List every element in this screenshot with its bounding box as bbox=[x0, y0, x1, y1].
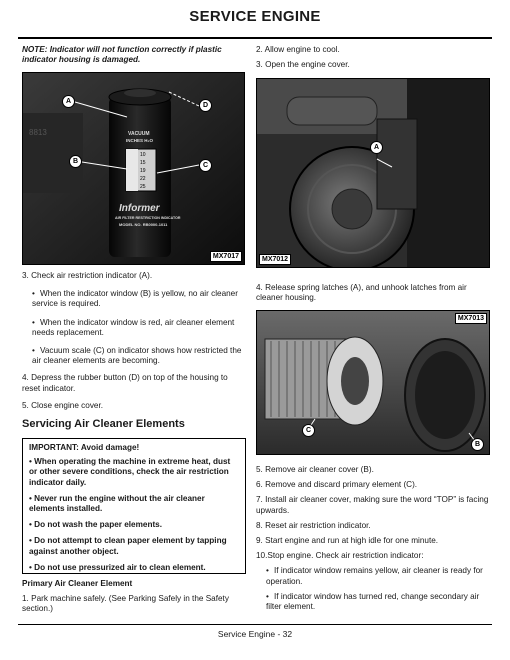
note-text: NOTE: Indicator will not function correctly if plastic indicator housing is damaged. bbox=[22, 45, 222, 65]
important-item-2: • Never run the engine without the air cleaner elements installed. bbox=[29, 493, 205, 514]
callout-a: A bbox=[62, 95, 75, 108]
step-8-reset: 8. Reset air restriction indicator. bbox=[256, 520, 371, 530]
step-2-cool: 2. Allow engine to cool. bbox=[256, 45, 340, 54]
important-heading: IMPORTANT: Avoid damage! bbox=[29, 443, 140, 452]
gauge-brand: Informer bbox=[119, 203, 160, 214]
section-heading: Servicing Air Cleaner Elements bbox=[22, 418, 185, 430]
header-rule bbox=[18, 37, 492, 39]
callout-c: C bbox=[302, 424, 315, 437]
note-block bbox=[22, 45, 244, 65]
indicator-steps bbox=[22, 271, 244, 411]
air-cleaner-housing-illustration bbox=[257, 79, 490, 268]
bullet-red-change-text: If indicator window has turned red, change secondary air filter element. bbox=[266, 591, 480, 612]
step-4-depress: 4. Depress the rubber button (D) on top of the housing to reset indicator. bbox=[22, 373, 228, 393]
important-item-4-text: Do not attempt to clean paper element by tapping against another object. bbox=[29, 536, 227, 556]
bullet-red: • When the indicator window is red, air cleaner element needs replacement. bbox=[32, 317, 235, 337]
gauge-vacuum: VACUUM bbox=[128, 131, 150, 137]
gauge-model: MODEL NO. RB0000-1011 bbox=[119, 222, 168, 227]
scale-mark-22: 22 bbox=[140, 176, 146, 182]
step-3-check: 3. Check air restriction indicator (A). bbox=[22, 271, 153, 280]
callout-a: A bbox=[370, 141, 383, 154]
primary-step-1: 1. Park machine safely. (See Parking Safely in the Safety section.) bbox=[22, 594, 229, 614]
scale-mark-25: 25 bbox=[140, 184, 146, 190]
important-item-1-text: When operating the machine in extreme heat, dust or other severe conditions, check the air restriction indicator daily. bbox=[29, 457, 231, 487]
step-9-start: 9. Start engine and run at high idle for one minute. bbox=[256, 536, 439, 546]
step-10-stop: 10.Stop engine. Check air restriction indicator: bbox=[256, 551, 424, 561]
footer-rule bbox=[18, 624, 492, 625]
right-bottom-steps bbox=[256, 465, 490, 612]
step-5-close: 5. Close engine cover. bbox=[22, 400, 104, 410]
bullet-red-change: • If indicator window has turned red, change secondary air filter element. bbox=[266, 591, 480, 612]
scale-mark-15: 15 bbox=[140, 160, 146, 166]
step-4-block bbox=[256, 283, 490, 303]
gauge-inches: INCHES H₂O bbox=[126, 138, 154, 143]
important-item-3: • Do not wash the paper elements. bbox=[29, 520, 162, 530]
photo-code: MX7013 bbox=[455, 313, 487, 324]
important-item-4: • Do not attempt to clean paper element by tapping against another object. bbox=[29, 536, 227, 556]
page-footer: Service Engine - 32 bbox=[217, 629, 293, 639]
bullet-yellow-text: When the indicator window (B) is yellow, no air cleaner service is required. bbox=[32, 289, 238, 309]
photo-code: MX7017 bbox=[210, 251, 242, 262]
bullet-vacuum-text: Vacuum scale (C) on indicator shows how restricted the air cleaner elements are becoming. bbox=[32, 346, 242, 366]
important-box bbox=[22, 438, 246, 574]
scale-mark-10: 10 bbox=[140, 152, 146, 158]
primary-element-block bbox=[22, 579, 244, 615]
important-item-5: • Do not use pressurized air to clean element. bbox=[29, 562, 206, 572]
photo-spring-latches bbox=[256, 78, 490, 268]
important-item-2-text: Never run the engine without the air cleaner elements installed. bbox=[29, 493, 205, 514]
step-7-install: 7. Install air cleaner cover, making sure the word “TOP” is facing upwards. bbox=[256, 495, 489, 515]
primary-heading: Primary Air Cleaner Element bbox=[22, 579, 133, 588]
bullet-yellow: • When the indicator window (B) is yellow, no air cleaner service is required. bbox=[32, 289, 238, 309]
bullet-red-text: When the indicator window is red, air cleaner element needs replacement. bbox=[32, 317, 235, 337]
bullet-yellow-ready-text: If indicator window remains yellow, air cleaner is ready for operation. bbox=[266, 566, 483, 586]
callout-d: D bbox=[199, 99, 212, 112]
important-item-3-text: Do not wash the paper elements. bbox=[34, 520, 162, 530]
page-title: SERVICE ENGINE bbox=[189, 8, 321, 25]
step-6-discard: 6. Remove and discard primary element (C). bbox=[256, 480, 418, 490]
step-5-remove-cover: 5. Remove air cleaner cover (B). bbox=[256, 465, 374, 474]
photo-element-removal bbox=[256, 310, 490, 455]
right-top-steps bbox=[256, 45, 490, 70]
callout-b: B bbox=[471, 438, 484, 451]
important-item-1: • When operating the machine in extreme heat, dust or other severe conditions, check the air restriction indicator daily. bbox=[29, 457, 231, 487]
photo-code: MX7012 bbox=[259, 254, 291, 265]
gauge-desc: AIR FILTER RESTRICTION INDICATOR bbox=[115, 216, 181, 220]
photo-restriction-indicator bbox=[22, 72, 245, 265]
callout-b: B bbox=[69, 155, 82, 168]
step-4-release: 4. Release spring latches (A), and unhook latches from air cleaner housing. bbox=[256, 283, 467, 303]
scale-mark-19: 19 bbox=[140, 168, 146, 174]
bullet-vacuum: • Vacuum scale (C) on indicator shows how restricted the air cleaner elements are becoming. bbox=[32, 346, 242, 366]
bg-mark: 8813 bbox=[29, 128, 47, 137]
indicator-illustration bbox=[23, 73, 245, 265]
callout-c: C bbox=[199, 159, 212, 172]
important-item-5-text: Do not use pressurized air to clean element. bbox=[34, 562, 206, 572]
page-header bbox=[18, 8, 492, 25]
bullet-yellow-ready: • If indicator window remains yellow, air cleaner is ready for operation. bbox=[266, 566, 483, 586]
step-3-open: 3. Open the engine cover. bbox=[256, 60, 350, 70]
element-removal-illustration bbox=[257, 311, 490, 455]
